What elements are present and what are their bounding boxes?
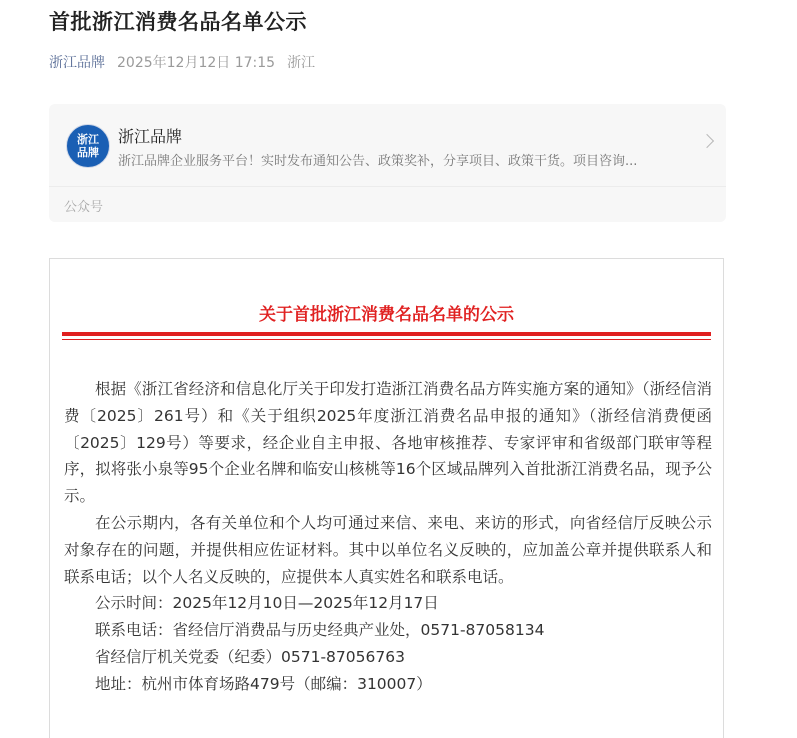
- paragraph-phone: 联系电话：省经信厅消费品与历史经典产业处，0571-87058134: [95, 621, 545, 640]
- paragraph-address: 地址：杭州市体育场路479号（邮编：310007）: [95, 674, 432, 693]
- publish-date: 2025年12月12日 17:15: [117, 55, 276, 71]
- paragraph-basis: 根据《浙江省经济和信息化厅关于印发打造浙江消费名品方阵实施方案的通知》（浙经信消费〔2025〕261号）和《关于组织2025年度浙江消费名品申报的通知》（浙经信消费便函〔2025〕129号）等要求，经企业自主申报、各地审核推荐、专家评审和省级部门联审等程序，拟将张小泉等95个企业名牌和临安山核桃等16个区域品牌列入首批浙江消费名品，现予公示。: [64, 380, 712, 506]
- paragraph-discipline-phone: 省经信厅机关党委（纪委）0571-87056763: [95, 647, 405, 666]
- card-divider: [49, 186, 726, 187]
- publish-location: 浙江: [287, 55, 316, 71]
- article-meta: [49, 52, 315, 72]
- paragraph-period: 公示时间：2025年12月10日—2025年12月17日: [95, 594, 439, 613]
- account-card[interactable]: [49, 104, 726, 222]
- account-type-label: 公众号: [64, 200, 104, 215]
- author-link[interactable]: 浙江品牌: [49, 55, 105, 71]
- document-title: 关于首批浙江消费名品名单的公示: [259, 305, 514, 325]
- red-divider-thick: [62, 332, 711, 336]
- chevron-right-icon[interactable]: [700, 134, 714, 148]
- account-description: 浙江品牌企业服务平台！实时发布通知公告、政策奖补，分享项目、政策干货。项目咨询...: [118, 154, 638, 169]
- article-title: 首批浙江消费名品名单公示: [49, 10, 307, 34]
- document-body: [64, 376, 712, 698]
- account-avatar: [66, 124, 110, 168]
- avatar-text: 浙江品牌: [77, 133, 99, 159]
- paragraph-feedback: 在公示期内，各有关单位和个人均可通过来信、来电、来访的形式，向省经信厅反映公示对象存在的问题，并提供相应佐证材料。其中以单位名义反映的，应加盖公章并提供联系人和联系电话；以个人名义反映的，应提供本人真实姓名和联系电话。: [64, 513, 712, 586]
- red-divider-thin: [62, 339, 711, 340]
- document-image: [49, 258, 724, 738]
- account-name: 浙江品牌: [118, 127, 183, 146]
